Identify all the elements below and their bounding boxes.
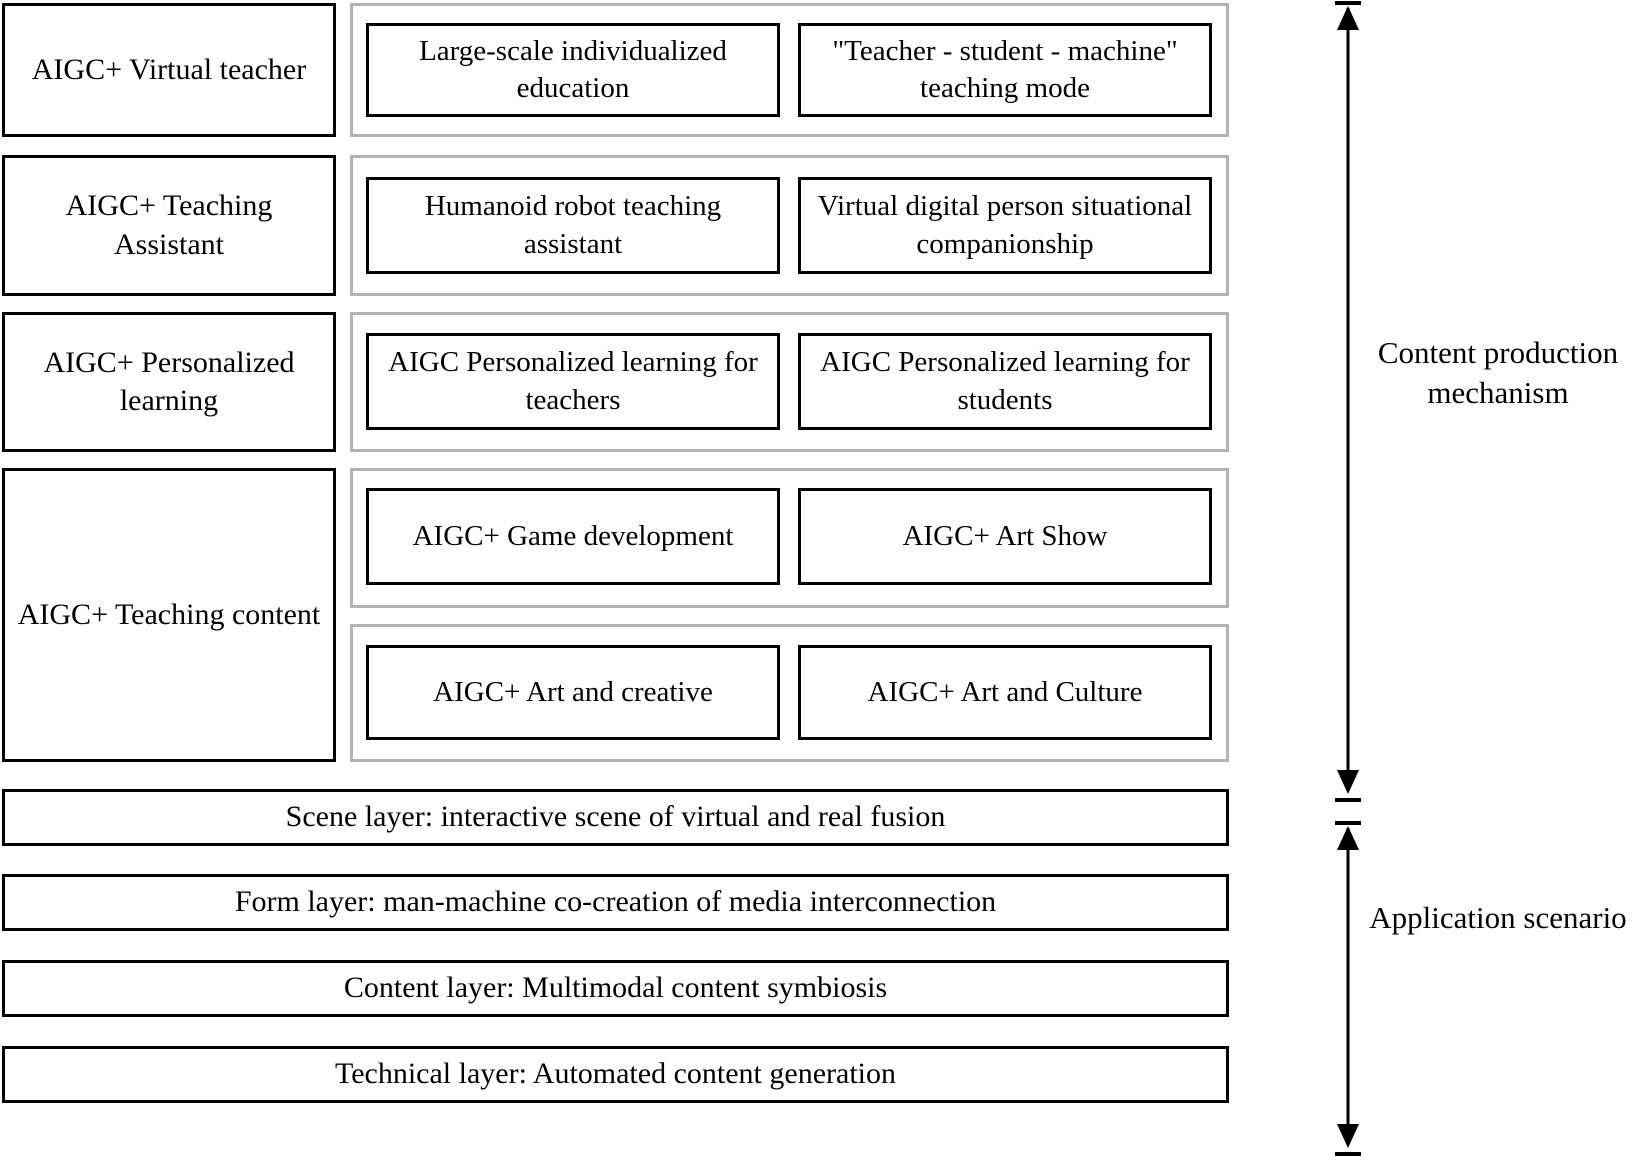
- detail-box-virtual-digital-person-companionship: [798, 177, 1212, 274]
- detail-label: Large-scale individualized education: [419, 34, 727, 104]
- layer-label: Form layer: man-machine co-creation of media interconnection: [234, 885, 997, 919]
- detail-label: Humanoid robot teaching assistant: [424, 190, 722, 260]
- arrow-head-down: [1337, 1124, 1359, 1148]
- detail-box-aigc-art-and-creative: [366, 645, 780, 740]
- layer-bar-content: [2, 960, 1229, 1017]
- detail-box-aigc-personalized-learning-teachers: [366, 333, 780, 430]
- layer-bar-form: [2, 874, 1229, 931]
- detail-box-aigc-personalized-learning-students: [798, 333, 1212, 430]
- layer-bar-technical: [2, 1046, 1229, 1103]
- arrow-shaft: [1346, 828, 1349, 1142]
- detail-label: AIGC+ Art Show: [902, 519, 1108, 552]
- detail-label: AIGC+ Art and creative: [433, 675, 713, 708]
- category-label: AIGC+ Personalized learning: [43, 345, 295, 417]
- annotation-application-scenario: Application scenario: [1369, 900, 1627, 935]
- arrow-cap-top: [1335, 1, 1361, 5]
- category-box-teaching-assistant: [2, 155, 336, 296]
- category-label: AIGC+ Teaching content: [17, 597, 321, 631]
- layer-label: Technical layer: Automated content generation: [334, 1057, 896, 1091]
- layer-bar-scene: [2, 789, 1229, 846]
- detail-label: AIGC Personalized learning for teachers: [388, 346, 758, 416]
- arrow-cap-bottom: [1335, 798, 1361, 802]
- detail-box-aigc-art-and-culture: [798, 645, 1212, 740]
- annotation-content-production-mechanism: Content production mechanism: [1377, 335, 1619, 411]
- detail-box-humanoid-robot-teaching-assistant: [366, 177, 780, 274]
- bracket-arrow-application-scenario: [1334, 820, 1361, 1160]
- category-box-virtual-teacher: [2, 3, 336, 137]
- layer-label: Scene layer: interactive scene of virtual and real fusion: [285, 800, 946, 834]
- detail-box-teacher-student-machine-mode: [798, 23, 1212, 117]
- detail-label: AIGC+ Art and Culture: [867, 675, 1143, 708]
- detail-label: Virtual digital person situational companionship: [817, 190, 1193, 260]
- category-box-teaching-content: [2, 468, 336, 762]
- detail-box-large-scale-individualized-education: [366, 23, 780, 117]
- category-label: AIGC+ Virtual teacher: [31, 52, 307, 86]
- detail-box-aigc-art-show: [798, 488, 1212, 585]
- layer-label: Content layer: Multimodal content symbiosis: [343, 971, 888, 1005]
- arrow-cap-bottom: [1335, 1152, 1361, 1156]
- arrow-head-down: [1337, 770, 1359, 794]
- detail-label: AIGC Personalized learning for students: [820, 346, 1190, 416]
- detail-label: "Teacher - student - machine" teaching mode: [832, 34, 1178, 104]
- detail-box-aigc-game-development: [366, 488, 780, 585]
- arrow-cap-top: [1335, 821, 1361, 825]
- category-label: AIGC+ Teaching Assistant: [65, 189, 273, 261]
- category-box-personalized-learning: [2, 312, 336, 452]
- detail-label: AIGC+ Game development: [412, 519, 734, 552]
